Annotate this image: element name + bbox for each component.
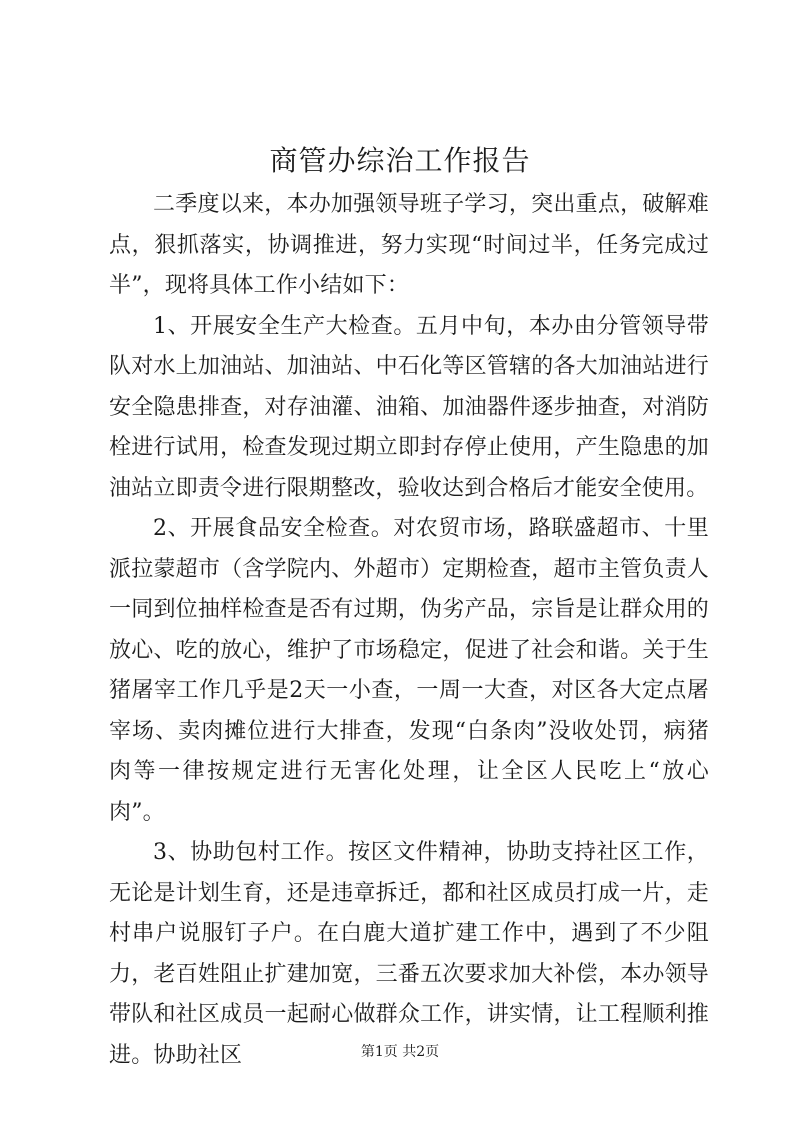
paragraph-village-support: 3、协助包村工作。按区文件精神，协助支持社区工作，无论是计划生育，还是违章拆迁，都和社区成员打成一片，走村串户说服钉子户。在白鹿大道扩建工作中，遇到了不少阻力，老百姓阻止扩建加宽，三番五次要求加大补偿，本办领导带队和社区成员一起耐心做群众工作，讲实情，让工程顺利推进。协助社区	[109, 840, 709, 1068]
paragraph-food-safety: 2、开展食品安全检查。对农贸市场，路联盛超市、十里派拉蒙超市（含学院内、外超市）定期检查，超市主管负责人一同到位抽样检查是否有过期，伪劣产品，宗旨是让群众用的放心、吃的放心，维护了市场稳定，促进了社会和谐。关于生猪屠宰工作几乎是2天一小查，一周一大查，对区各大定点屠宰场、卖肉摊位进行大排查，发现“白条肉”没收处罚，病猪肉等一律按规定进行无害化处理，让全区人民吃上“放心肉”。	[109, 516, 709, 825]
document-body	[109, 185, 709, 1076]
paragraph-safety-inspection: 1、开展安全生产大检查。五月中旬，本办由分管领导带队对水上加油站、加油站、中石化等区管辖的各大加油站进行安全隐患排查，对存油灌、油箱、加油器件逐步抽查，对消防栓进行试用，检查发现过期立即封存停止使用，产生隐患的加油站立即责令进行限期整改，验收达到合格后才能安全使用。	[109, 313, 709, 501]
page-footer: 第1页 共2页	[360, 1044, 440, 1060]
paragraph-intro: 二季度以来，本办加强领导班子学习，突出重点，破解难点，狠抓落实，协调推进，努力实现“时间过半，任务完成过半”，现将具体工作小结如下：	[109, 192, 709, 298]
document-title: 商管办综治工作报告	[269, 144, 531, 177]
